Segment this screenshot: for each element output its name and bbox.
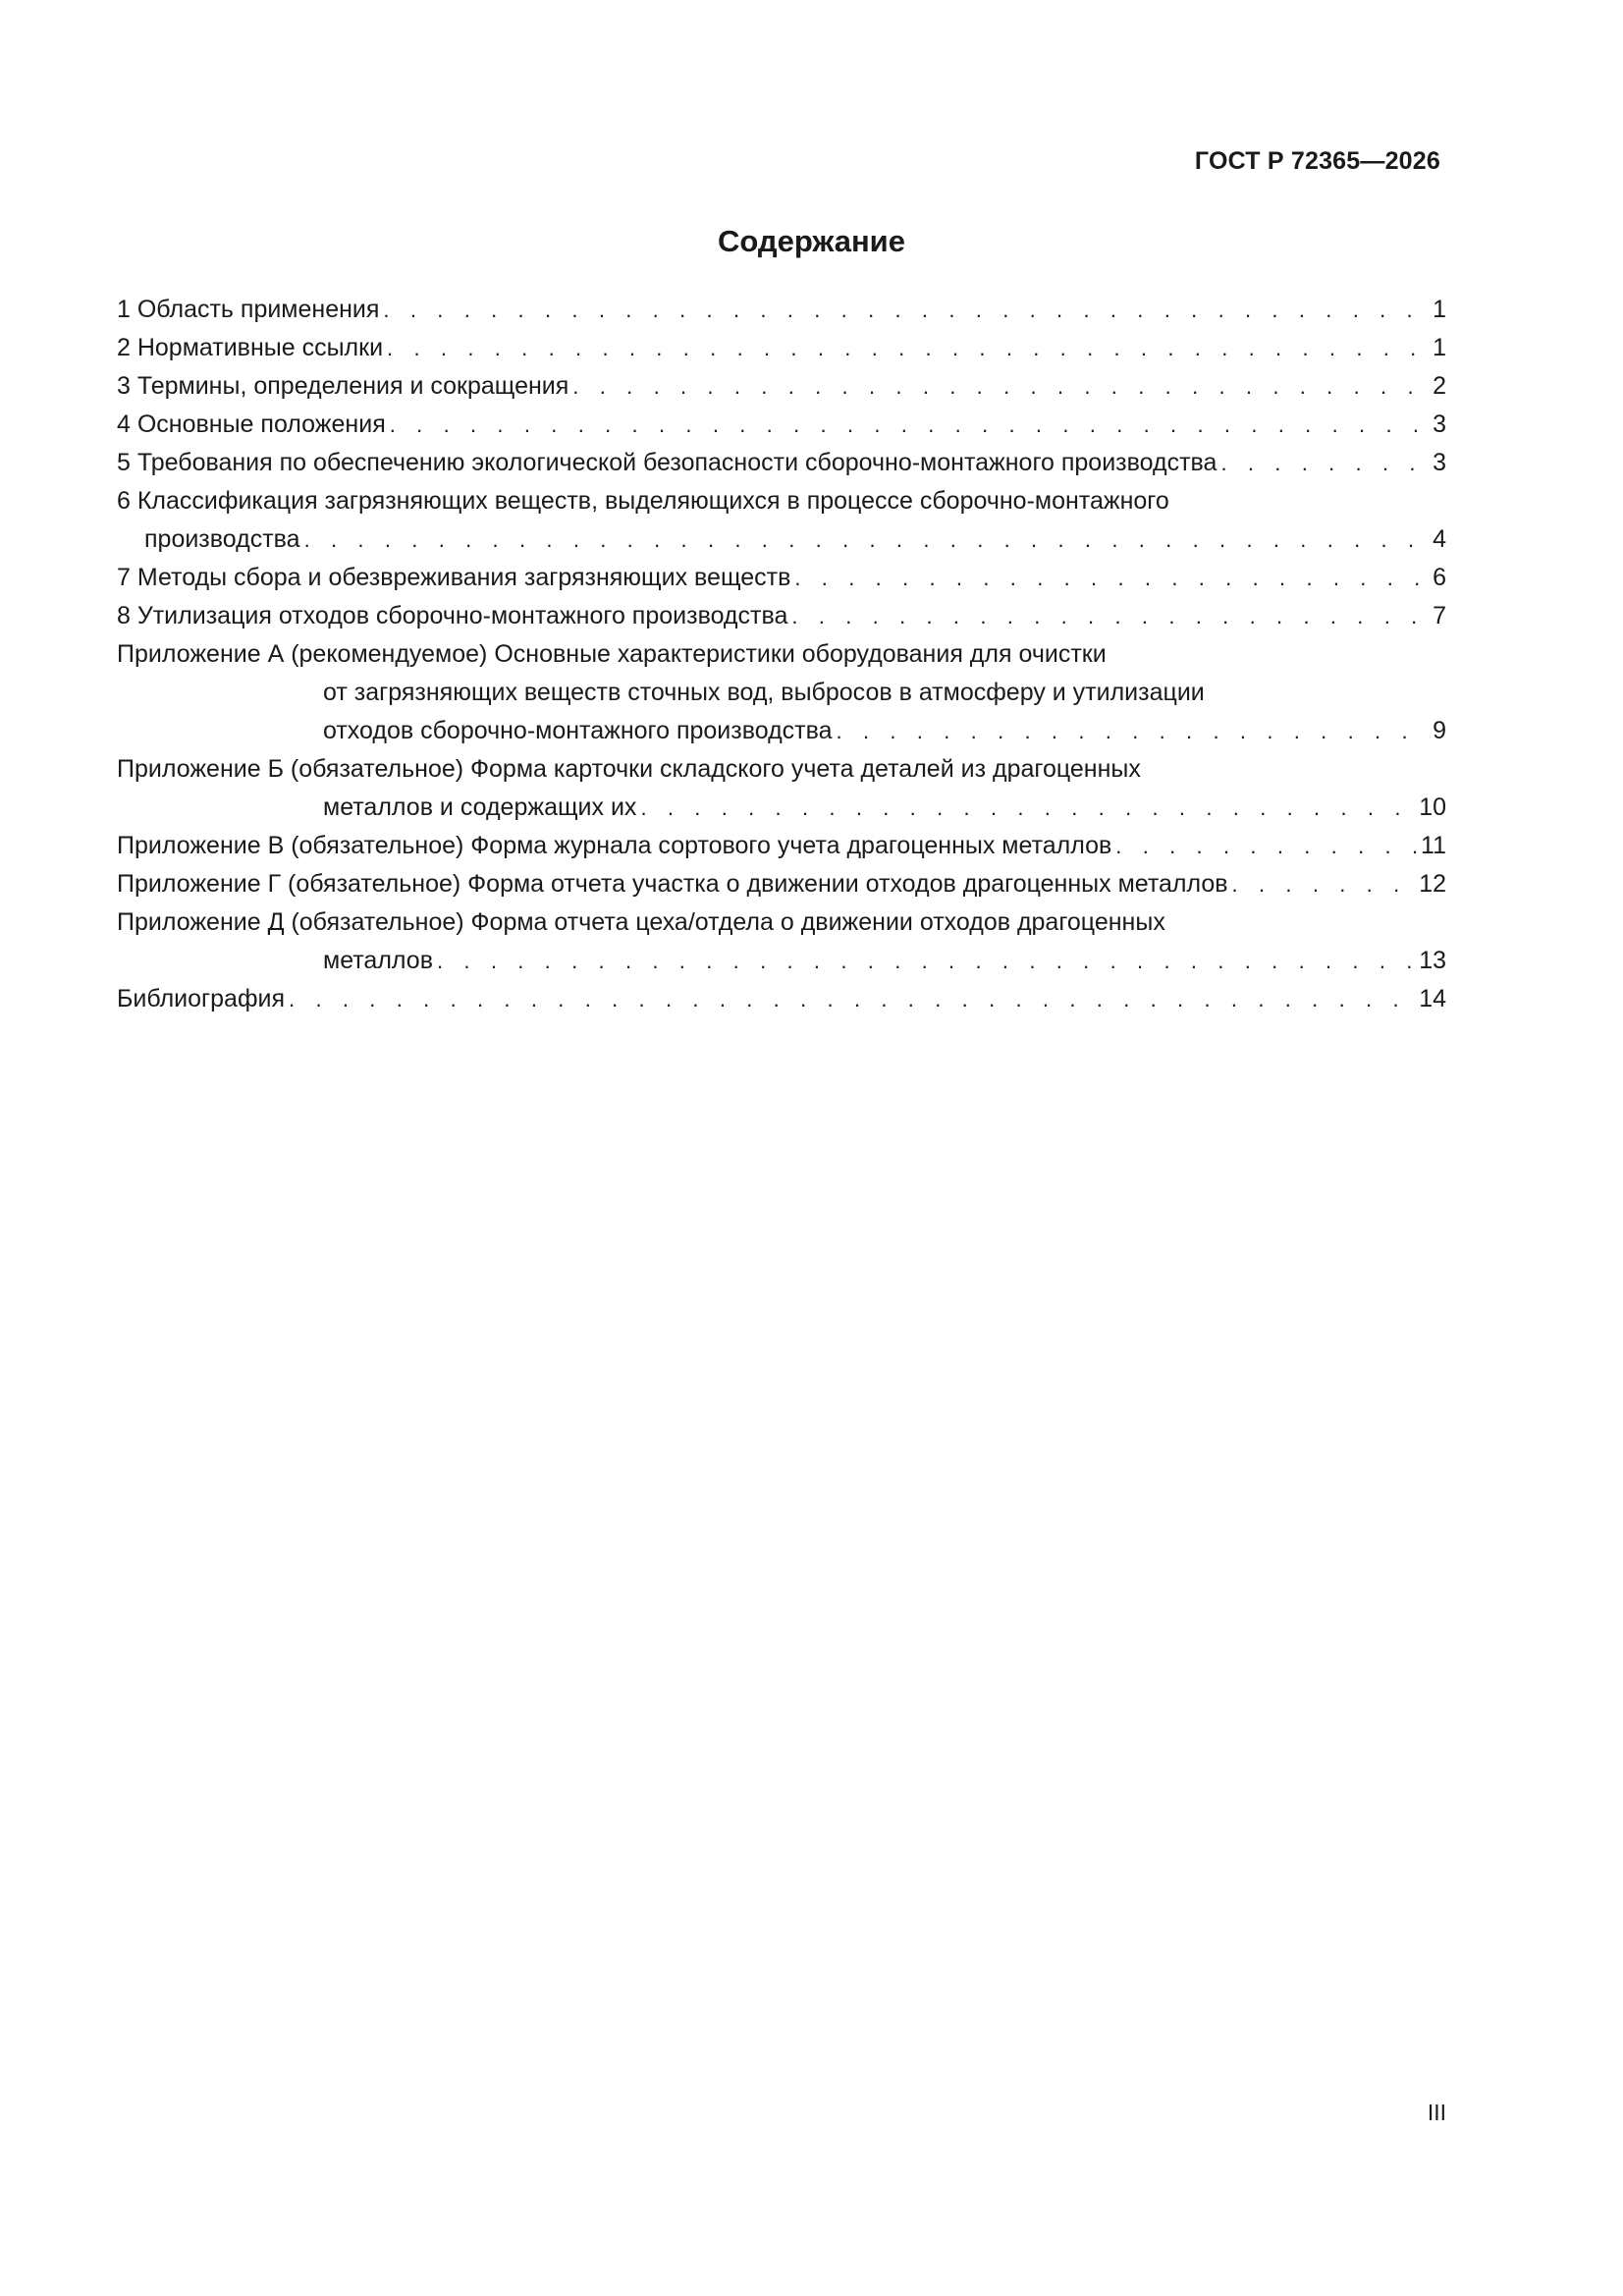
toc-entry-continuation[interactable]	[117, 942, 1446, 980]
toc-entry-label: 3 Термины, определения и сокращения	[117, 372, 569, 400]
toc-entry-page: 11	[1421, 832, 1446, 859]
toc-entry[interactable]	[117, 635, 1446, 674]
toc-entry-page: 7	[1433, 602, 1446, 629]
dot-leader	[437, 942, 1417, 980]
toc-entry-page: 14	[1419, 985, 1446, 1012]
dot-leader	[640, 789, 1417, 827]
toc-entry[interactable]	[117, 827, 1446, 865]
toc-entry-page: 1	[1433, 334, 1446, 361]
table-of-contents	[117, 291, 1446, 1018]
toc-entry-label: 4 Основные положения	[117, 410, 386, 438]
toc-entry-page: 6	[1433, 564, 1446, 591]
toc-entry[interactable]	[117, 482, 1446, 520]
toc-entry-label: Приложение А (рекомендуемое) Основные характеристики оборудования для очистки	[117, 640, 1107, 668]
document-code: ГОСТ Р 72365—2026	[1194, 147, 1440, 175]
dot-leader	[1232, 865, 1418, 903]
toc-entry[interactable]	[117, 597, 1446, 635]
toc-entry[interactable]	[117, 903, 1446, 942]
dot-leader	[383, 291, 1431, 329]
toc-title: Содержание	[718, 224, 905, 258]
toc-entry-label: Приложение Г (обязательное) Форма отчета участка о движении отходов драгоценных металлов	[117, 870, 1228, 898]
toc-entry-page: 10	[1419, 793, 1446, 821]
toc-entry[interactable]	[117, 865, 1446, 903]
toc-entry[interactable]	[117, 291, 1446, 329]
toc-entry-page: 4	[1433, 525, 1446, 553]
toc-entry-label: Библиография	[117, 985, 286, 1012]
toc-entry-label: Приложение Д (обязательное) Форма отчета цеха/отдела о движении отходов драгоценных	[117, 908, 1165, 936]
toc-entry-page: 2	[1433, 372, 1446, 400]
toc-entry-label: 5 Требования по обеспечению экологической безопасности сборочно-монтажного производства	[117, 449, 1217, 476]
dot-leader	[390, 406, 1431, 444]
dot-leader	[1115, 827, 1419, 865]
toc-entry[interactable]	[117, 750, 1446, 789]
dot-leader	[791, 597, 1431, 635]
toc-entry[interactable]	[117, 559, 1446, 597]
toc-entry-page: 3	[1433, 410, 1446, 438]
toc-entry-page: 13	[1419, 947, 1446, 974]
dot-leader	[572, 367, 1431, 406]
dot-leader	[837, 712, 1432, 750]
page-number: III	[1427, 2100, 1446, 2125]
toc-entry-label: Приложение Б (обязательное) Форма карточки складского учета деталей из драгоценных	[117, 755, 1141, 783]
dot-leader	[794, 559, 1431, 597]
toc-entry-label: 8 Утилизация отходов сборочно-монтажного производства	[117, 602, 788, 629]
toc-entry-continuation[interactable]	[117, 674, 1446, 712]
dot-leader	[304, 520, 1432, 559]
toc-entry[interactable]	[117, 406, 1446, 444]
toc-entry-label: 2 Нормативные ссылки	[117, 334, 384, 361]
toc-entry-label: 7 Методы сбора и обезвреживания загрязняющих веществ	[117, 564, 791, 591]
toc-entry-label: Приложение В (обязательное) Форма журнала сортового учета драгоценных металлов	[117, 832, 1112, 859]
toc-entry-label: от загрязняющих веществ сточных вод, выбросов в атмосферу и утилизации	[323, 679, 1205, 706]
toc-entry-label: металлов и содержащих их	[323, 793, 637, 821]
dot-leader	[289, 980, 1417, 1018]
toc-entry[interactable]	[117, 329, 1446, 367]
toc-entry-label: металлов	[323, 947, 433, 974]
toc-entry-continuation[interactable]	[117, 520, 1446, 559]
dot-leader	[387, 329, 1431, 367]
toc-entry-continuation[interactable]	[117, 712, 1446, 750]
toc-entry[interactable]	[117, 980, 1446, 1018]
toc-entry[interactable]	[117, 444, 1446, 482]
toc-entry-continuation[interactable]	[117, 789, 1446, 827]
toc-entry-label: 1 Область применения	[117, 296, 380, 323]
toc-entry-label: производства	[144, 525, 300, 553]
toc-entry-page: 12	[1419, 870, 1446, 898]
toc-entry-label: отходов сборочно-монтажного производства	[323, 717, 833, 744]
toc-entry-page: 3	[1433, 449, 1446, 476]
dot-leader	[1220, 444, 1431, 482]
toc-entry-page: 9	[1433, 717, 1446, 744]
toc-entry-label: 6 Классификация загрязняющих веществ, выделяющихся в процессе сборочно-монтажного	[117, 487, 1169, 515]
toc-entry[interactable]	[117, 367, 1446, 406]
toc-entry-page: 1	[1433, 296, 1446, 323]
